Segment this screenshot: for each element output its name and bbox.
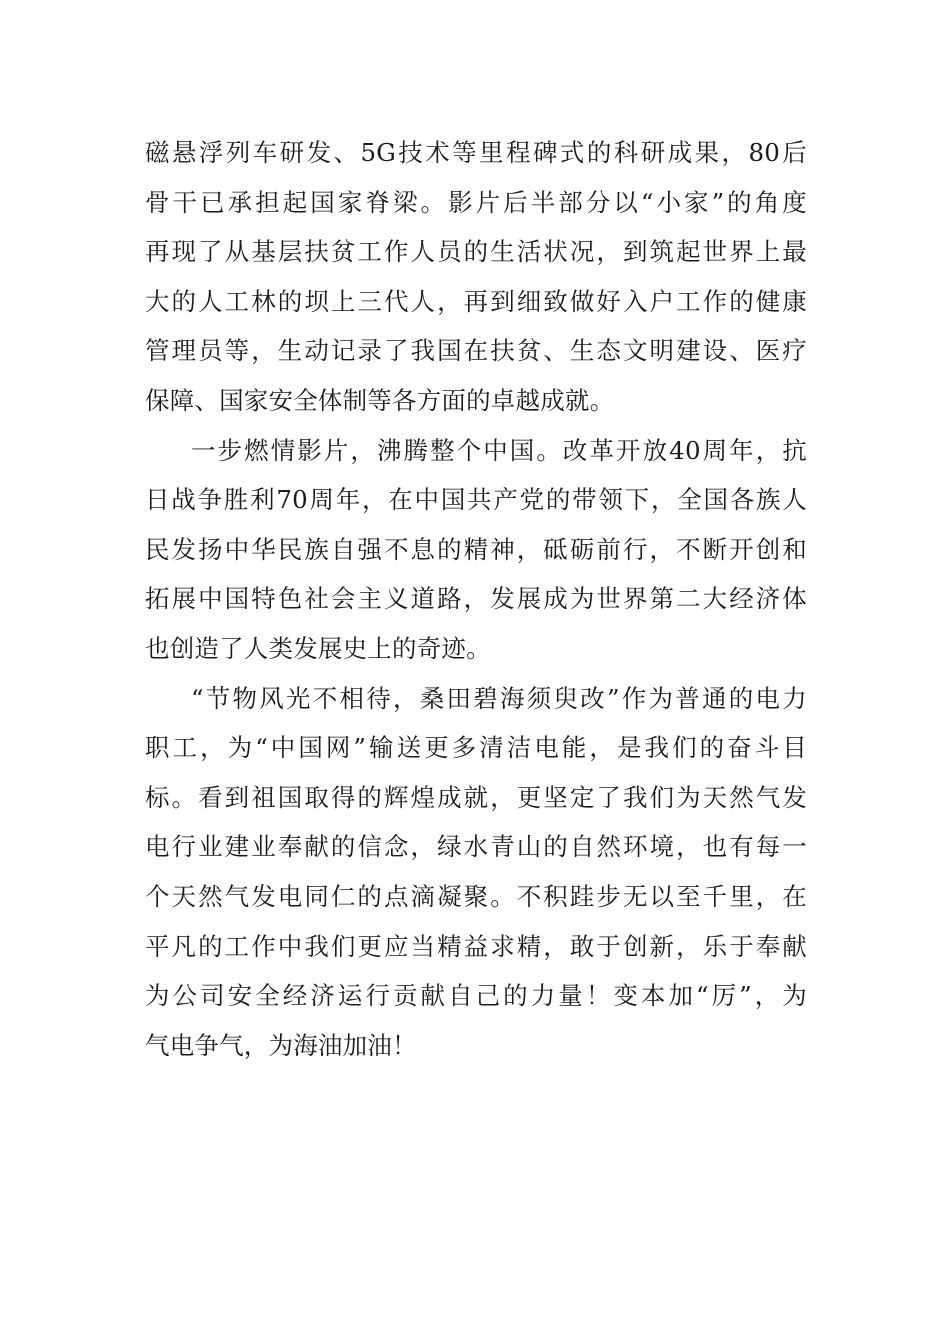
- text-line: 为公司安全经济运行贡献自己的力量！变本加“厉”，为: [145, 981, 807, 1011]
- paragraph-first-line: “节物风光不相待，桑田碧海须臾改”作为普通的电力: [191, 683, 807, 713]
- text-line: 保障、国家安全体制等各方面的卓越成就。: [145, 385, 615, 415]
- text-line: 骨干已承担起国家脊梁。影片后半部分以“小家”的角度: [145, 187, 807, 217]
- body-text: [145, 128, 807, 1070]
- text-line: 拓展中国特色社会主义道路，发展成为世界第二大经济体: [145, 584, 807, 614]
- text-line: 电行业建业奉献的信念，绿水青山的自然环境，也有每一: [145, 832, 807, 862]
- text-line: 民发扬中华民族自强不息的精神，砥砺前行，不断开创和: [145, 534, 807, 564]
- text-line: 再现了从基层扶贫工作人员的生活状况，到筑起世界上最: [145, 237, 807, 267]
- text-line: 管理员等，生动记录了我国在扶贫、生态文明建设、医疗: [145, 336, 807, 366]
- text-line: 平凡的工作中我们更应当精益求精，敢于创新，乐于奉献: [145, 931, 807, 961]
- text-line: 大的人工林的坝上三代人，再到细致做好入户工作的健康: [145, 286, 807, 316]
- text-line: 个天然气发电同仁的点滴凝聚。不积跬步无以至千里，在: [145, 881, 807, 911]
- text-line: 磁悬浮列车研发、5G技术等里程碑式的科研成果，80后: [145, 138, 807, 167]
- text-line: 标。看到祖国取得的辉煌成就，更坚定了我们为天然气发: [145, 782, 807, 812]
- text-line: 气电争气，为海油加油！: [145, 1030, 417, 1060]
- text-line: 也创造了人类发展史上的奇迹。: [145, 633, 491, 663]
- text-line: 职工，为“中国网”输送更多清洁电能，是我们的奋斗目: [145, 733, 807, 763]
- paragraph-first-line: 一步燃情影片，沸腾整个中国。改革开放40周年，抗: [191, 435, 807, 465]
- text-line: 日战争胜利70周年，在中国共产党的带领下，全国各族人: [145, 485, 807, 515]
